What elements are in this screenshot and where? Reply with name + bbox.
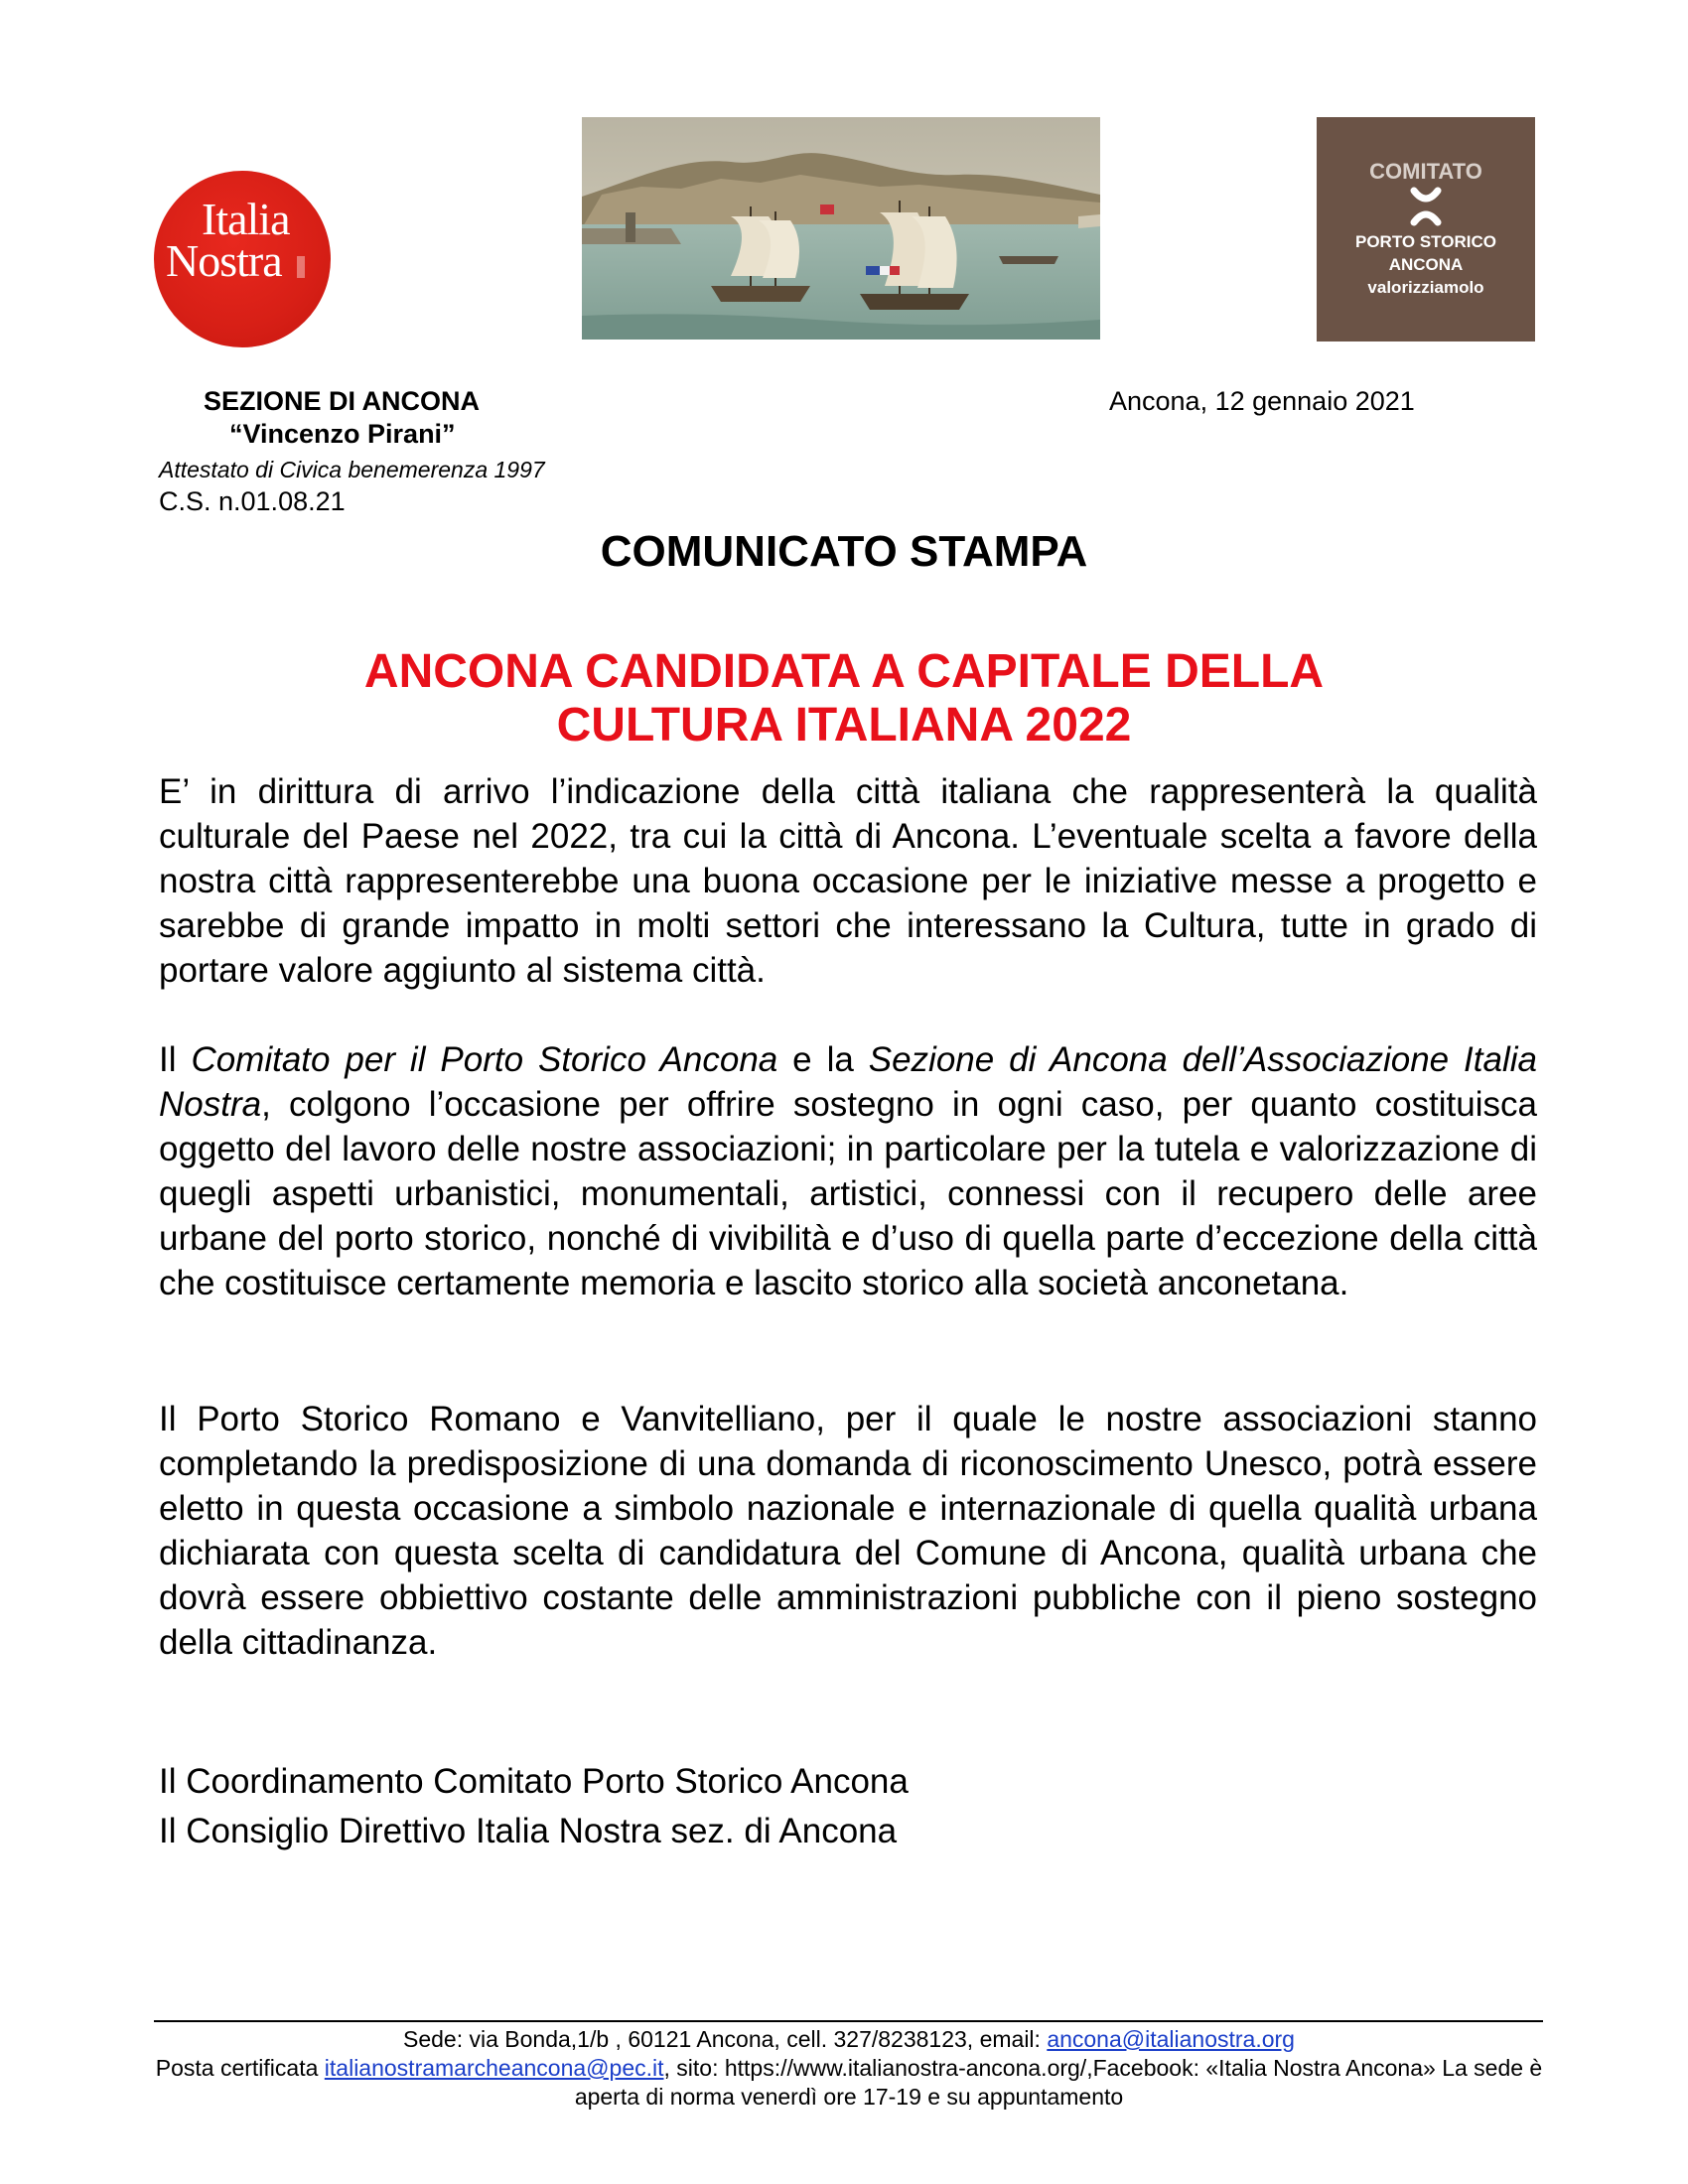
signature-italia-nostra: Il Consiglio Direttivo Italia Nostra sez. di Ancona [159, 1812, 898, 1850]
logo-mark [297, 256, 305, 278]
section-name: SEZIONE DI ANCONA [204, 386, 481, 416]
p2-lead: Il [159, 1040, 192, 1079]
harbor-painting-image [582, 117, 1100, 340]
p2-rest: , colgono l’occasione per offrire sostegno in ogni caso, per quanto costituisca oggetto del lavoro delle nostre associazioni; in particolare per la tutela e valorizzazione di quegli aspetti urbanistici, monumentali, artistici, connessi con il recupero delle aree urbane del porto storico, nonché di vivibilità e d’uso di quella parte d’eccezione della città che costituisce certamente memoria e lascito storico alla società anconetana. [159, 1085, 1537, 1302]
footer-line-2 [139, 2054, 1559, 2112]
comitato-porto-storico: PORTO STORICO [1354, 232, 1496, 251]
comitato-label: COMITATO [1369, 159, 1482, 184]
comitato-mark-icon [1317, 187, 1535, 234]
headline-line-1: ANCONA CANDIDATA A CAPITALE DELLA [363, 645, 1325, 698]
paragraph-2 [159, 1037, 1537, 1305]
p2-comitato-name: Comitato per il Porto Storico Ancona [191, 1040, 778, 1079]
headline [0, 645, 1688, 752]
logo-text-nostra: Nostra [166, 235, 282, 286]
footer [139, 2025, 1559, 2112]
footer-site-info: , sito: https://www.italianostra-ancona.org/,Facebook: «Italia Nostra Ancona» La sede è aperta di norma venerdì ore 17-19 e su appuntamento [574, 2055, 1543, 2110]
section-award: Attestato di Civica benemerenza 1997 [159, 457, 545, 482]
italia-nostra-logo [154, 171, 331, 347]
document-date: Ancona, 12 gennaio 2021 [1109, 386, 1415, 416]
paragraph-1: E’ in dirittura di arrivo l’indicazione della città italiana che rappresenterà la qualità culturale del Paese nel 2022, tra cui la città di Ancona. L’eventuale scelta a favore della nostra città rappresenterebbe una buona occasione per le iniziative messe a progetto e sarebbe di grande impatto in molti settori che interessano la Cultura, tutte in grado di portare valore aggiunto al sistema città. [159, 772, 1537, 990]
footer-divider [154, 2020, 1543, 2022]
footer-pec-link[interactable]: italianostramarcheancona@pec.it [324, 2055, 664, 2081]
footer-email-link[interactable]: ancona@italianostra.org [1047, 2026, 1295, 2052]
footer-address: Sede: via Bonda,1/b , 60121 Ancona, cell. 327/8238123, email: [403, 2026, 1048, 2052]
paragraph-3: Il Porto Storico Romano e Vanvitelliano, per il quale le nostre associazioni stanno completando la predisposizione di una domanda di riconoscimento Unesco, potrà essere eletto in questa occasione a simbolo nazionale e internazionale di quella qualità urbana dichiarata con questa scelta di candidatura del Comune di Ancona, qualità urbana che dovrà essere obbiettivo costante delle amministrazioni pubbliche con il pieno sostegno della cittadinanza. [159, 1400, 1537, 1662]
headline-line-2: CULTURA ITALIANA 2022 [556, 699, 1132, 751]
comitato-porto-storico-logo [1317, 117, 1535, 341]
section-dedication: “Vincenzo Pirani” [229, 419, 456, 449]
p2-sezione-name: Sezione di Ancona dell’Associazione Italia Nostra [159, 1040, 1537, 1124]
harbor-painting-svg [582, 117, 1100, 340]
comitato-slogan: valorizziamolo [1367, 278, 1484, 297]
comitato-ancona: ANCONA [1388, 255, 1464, 274]
footer-pec-label: Posta certificata [155, 2055, 325, 2081]
p2-mid: e la [777, 1040, 869, 1079]
logo-text-italia: Italia [202, 194, 290, 244]
signature-comitato: Il Coordinamento Comitato Porto Storico Ancona [159, 1762, 909, 1801]
document-type-title: COMUNICATO STAMPA [600, 527, 1088, 576]
footer-line-1 [139, 2025, 1559, 2054]
press-release-ref: C.S. n.01.08.21 [159, 486, 346, 516]
